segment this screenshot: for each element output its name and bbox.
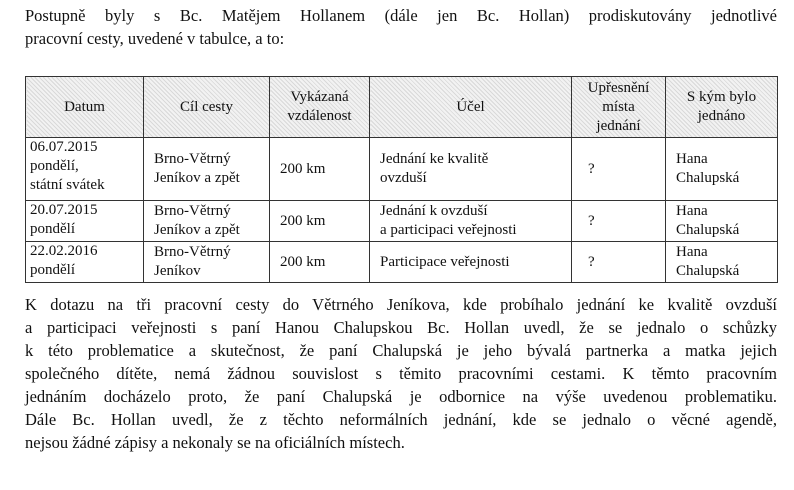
table-row (26, 242, 778, 283)
cell-cil: Brno-Větrný Jeníkov a zpět (144, 138, 270, 201)
cell-datum: 06.07.2015 pondělí, státní svátek (26, 138, 144, 201)
cell-s-kym: Hana Chalupská (666, 138, 778, 201)
body-line: a participaci veřejnosti s paní Hanou Chalupskou Bc. Hollan uvedl, že se jednalo o schůzky (25, 318, 777, 337)
body-paragraph (25, 293, 777, 454)
body-line: nejsou žádné zápisy a nekonaly se na oficiálních místech. (25, 433, 405, 452)
cell-upresneni: ? (572, 242, 666, 283)
cell-vzdalenost: 200 km (270, 201, 370, 242)
body-line: Dále Bc. Hollan uvedl, že z těchto neformálních jednání, kde se jednalo o věcné agendě, (25, 410, 777, 429)
intro-paragraph (25, 4, 777, 50)
cell-s-kym: Hana Chalupská (666, 242, 778, 283)
header-cil-cesty: Cíl cesty (144, 77, 270, 138)
header-vykazana-vzdalenost: Vykázaná vzdálenost (270, 77, 370, 138)
body-line: společného dítěte, nemá žádnou souvislost s těmito pracovními cestami. K těmto pracovním (25, 364, 777, 383)
cell-ucel: Participace veřejnosti (370, 242, 572, 283)
cell-datum: 20.07.2015 pondělí (26, 201, 144, 242)
header-upresneni-mista: Upřesnění místa jednání (572, 77, 666, 138)
table-header-row (26, 77, 778, 138)
cell-upresneni: ? (572, 201, 666, 242)
intro-line: Postupně byly s Bc. Matějem Hollanem (dále jen Bc. Hollan) prodiskutovány jednotlivé (25, 6, 777, 25)
cell-cil: Brno-Větrný Jeníkov (144, 242, 270, 283)
cell-vzdalenost: 200 km (270, 242, 370, 283)
table-row (26, 201, 778, 242)
header-s-kym: S kým bylo jednáno (666, 77, 778, 138)
body-line: k této problematice a skutečnost, že paní Chalupská je jeho bývalá partnerka a matka jejich (25, 341, 777, 360)
cell-upresneni: ? (572, 138, 666, 201)
body-line: K dotazu na tři pracovní cesty do Větrného Jeníkova, kde probíhalo jednání ke kvalitě ovzduší (25, 295, 777, 314)
business-trips-table (25, 76, 778, 283)
table-row (26, 138, 778, 201)
header-datum: Datum (26, 77, 144, 138)
header-ucel: Účel (370, 77, 572, 138)
cell-datum: 22.02.2016 pondělí (26, 242, 144, 283)
cell-ucel: Jednání ke kvalitě ovzduší (370, 138, 572, 201)
intro-line: pracovní cesty, uvedené v tabulce, a to: (25, 29, 285, 48)
cell-cil: Brno-Větrný Jeníkov a zpět (144, 201, 270, 242)
cell-ucel: Jednání k ovzduší a participaci veřejnosti (370, 201, 572, 242)
cell-vzdalenost: 200 km (270, 138, 370, 201)
cell-s-kym: Hana Chalupská (666, 201, 778, 242)
body-line: jednáním docházelo proto, že paní Chalupská je odbornice na výše uvedenou problematiku. (25, 387, 777, 406)
